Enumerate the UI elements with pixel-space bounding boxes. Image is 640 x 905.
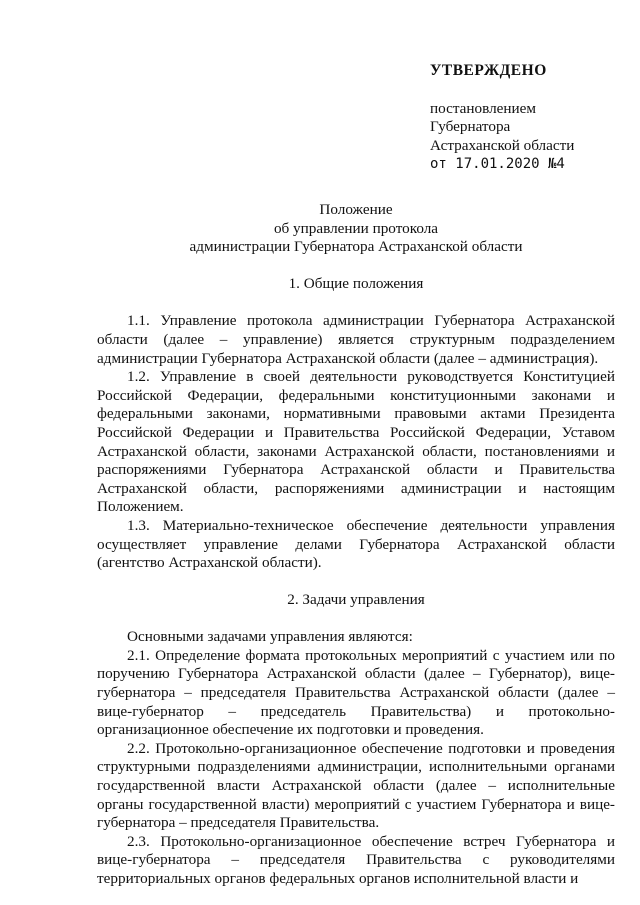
paragraph-1-2: 1.2. Управление в своей деятельности руководствуется Конституцией Российской Федерации, федеральными конституционными законами и федеральными законами, нормативными правовыми актами Президента Российской Федерации и Правительства Российской Федерации, Уставом Астраханской области, законами Астраханской области, постановлениями и распоряжениями Губернатора Астраханской области и Правительства Астраханской области, распоряжениями администрации и настоящим Положением. bbox=[97, 368, 615, 516]
section-2-heading: 2. Задачи управления bbox=[287, 590, 425, 608]
approval-line-2: Губернатора bbox=[430, 118, 511, 136]
paragraph-2-2: 2.2. Протокольно-организационное обеспечение подготовки и проведения структурными подразделениями администрации, исполнительными органами государственной власти Астраханской области (далее – исполнительные органы государственной власти) мероприятий с участием Губернатора и вице-губернатора – председателя Правительства. bbox=[97, 739, 615, 832]
document-title bbox=[97, 201, 615, 257]
title-line-1: Положение bbox=[319, 201, 393, 218]
section-2-lead: Основными задачами управления являются: bbox=[127, 628, 413, 646]
approval-details bbox=[430, 100, 630, 174]
paragraph-1-1: 1.1. Управление протокола администрации Губернатора Астраханской области (далее – управление) является структурным подразделением администрации Губернатора Астраханской области (далее – администрация). bbox=[97, 312, 615, 367]
title-line-2: об управлении протокола bbox=[273, 219, 439, 237]
approval-line-3: Астраханской области bbox=[430, 136, 575, 154]
approval-heading: УТВЕРЖДЕНО bbox=[430, 62, 547, 79]
paragraph-1-3: 1.3. Материально-техническое обеспечение деятельности управления осуществляет управление делами Губернатора Астраханской области (агентство Астраханской области). bbox=[97, 516, 615, 572]
title-line-3: администрации Губернатора Астраханской области bbox=[189, 238, 523, 256]
document-body bbox=[97, 201, 615, 889]
approval-line-1: постановлением bbox=[430, 99, 537, 117]
approval-stamp bbox=[430, 62, 630, 174]
section-1-heading: 1. Общие положения bbox=[288, 274, 424, 292]
paragraph-2-3: 2.3. Протокольно-организационное обеспечение встреч Губернатора и вице-губернатора – председателя Правительства с руководителями территориальных органов федеральных органов исполнительной власти и bbox=[97, 832, 615, 887]
approval-date: от 17.01.2020 №4 bbox=[430, 156, 565, 173]
paragraph-2-1: 2.1. Определение формата протокольных мероприятий с участием или по поручению Губернатора Астраханской области (далее – Губернатор), вице-губернатора – председателя Правительства Астраханской области (далее – вице-губернатор – председатель Правительства) и протокольно-организационное обеспечение их подготовки и проведения. bbox=[97, 646, 615, 739]
